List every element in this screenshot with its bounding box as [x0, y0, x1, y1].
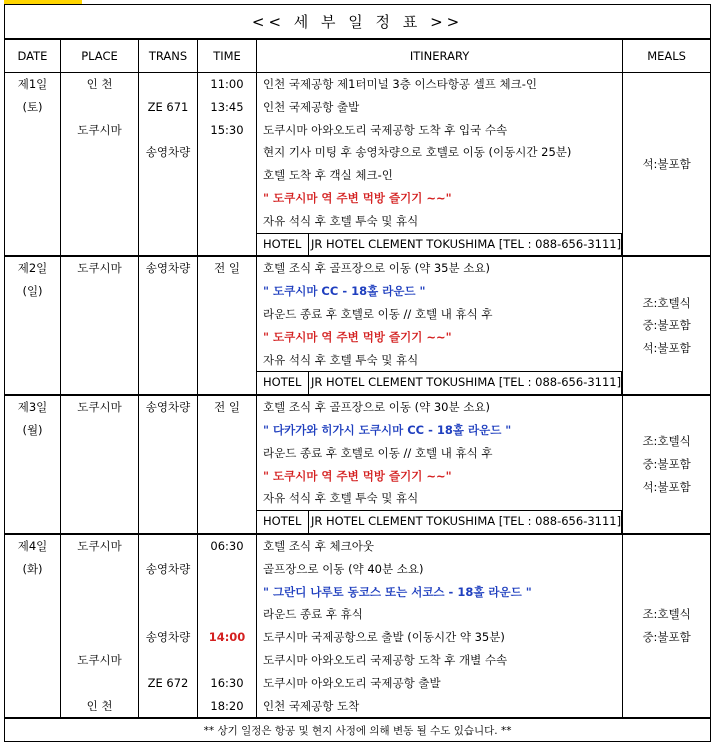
itinerary-table — [4, 4, 711, 742]
place-cell — [61, 395, 139, 534]
place-text — [61, 349, 138, 372]
trans-text: 송영차량 — [145, 145, 191, 160]
meals-cell — [623, 256, 711, 395]
trans-text: 송영차량 — [145, 561, 191, 576]
time-text — [198, 487, 256, 510]
itinerary-line: 호텔 도착 후 객실 체크-인 — [263, 168, 393, 183]
meal-text: 중:불포함 — [642, 318, 691, 333]
itinerary-cell — [257, 395, 623, 534]
meals-cell — [623, 395, 711, 534]
trans-text: ZE 672 — [147, 675, 189, 690]
footer-note: ** 상기 일정은 항공 및 현지 사정에 의해 변동 될 수도 있습니다. ** — [5, 718, 711, 742]
itinerary-line: 골프장으로 이동 (약 40분 소요) — [263, 561, 424, 576]
trans-text — [139, 487, 197, 510]
trans-text: 송영차량 — [145, 261, 191, 276]
time-text: 15:30 — [210, 122, 244, 137]
place-text — [61, 96, 138, 119]
itinerary-line: 라운드 종료 후 호텔로 이동 // 호텔 내 휴식 후 — [263, 445, 493, 460]
date-cell — [5, 534, 61, 718]
place-text — [61, 280, 138, 303]
meal-text: 조:호텔식 — [642, 607, 691, 622]
date-cell — [5, 395, 61, 534]
place-text: 도쿠시마 — [77, 122, 122, 137]
place-text — [61, 326, 138, 349]
time-cell — [198, 534, 257, 718]
itinerary-line: " 도쿠시마 역 주변 먹방 즐기기 ~~" — [263, 190, 452, 205]
trans-text — [139, 419, 197, 442]
trans-text — [139, 465, 197, 488]
trans-text — [139, 187, 197, 210]
hotel-row — [257, 510, 622, 533]
place-text — [61, 164, 138, 187]
meal-text: 석:불포함 — [642, 156, 691, 171]
hotel-label: HOTEL — [257, 233, 309, 256]
hotel-label: HOTEL — [257, 510, 309, 533]
place-text — [61, 187, 138, 210]
hotel-name: JR HOTEL CLEMENT TOKUSHIMA [TEL : 088-656-3111] — [309, 233, 622, 256]
itinerary-line: 도쿠시마 아와오도리 국제공항 도착 후 입국 수속 — [263, 122, 508, 137]
time-text — [198, 465, 256, 488]
place-text — [61, 626, 138, 649]
day-label: 제3일 — [17, 400, 48, 415]
header-place: PLACE — [61, 39, 139, 73]
header-date: DATE — [5, 39, 61, 73]
meal-text: 중:불포함 — [642, 457, 691, 472]
trans-cell — [139, 73, 198, 257]
itinerary-line: 호텔 조식 후 골프장으로 이동 (약 30분 소요) — [263, 400, 490, 415]
place-text: 도쿠시마 — [77, 652, 122, 667]
date-cell — [5, 73, 61, 257]
itinerary-line: 호텔 조식 후 골프장으로 이동 (약 35분 소요) — [263, 261, 490, 276]
time-text: 전 일 — [214, 400, 240, 415]
time-text: 전 일 — [214, 261, 240, 276]
itinerary-line: 도쿠시마 아와오도리 국제공항 출발 — [263, 675, 441, 690]
time-text — [198, 141, 256, 164]
time-text: 11:00 — [210, 77, 244, 91]
trans-cell — [139, 395, 198, 534]
time-text — [198, 164, 256, 187]
hotel-row — [257, 371, 622, 394]
trans-text — [139, 695, 197, 718]
itinerary-line: 인천 국제공항 도착 — [263, 698, 360, 713]
itinerary-line: 라운드 종료 후 호텔로 이동 // 호텔 내 휴식 후 — [263, 306, 493, 321]
time-cell — [198, 256, 257, 395]
itinerary-line: 도쿠시마 아와오도리 국제공항 도착 후 개별 수속 — [263, 652, 508, 667]
trans-text — [139, 581, 197, 604]
trans-text — [139, 210, 197, 233]
itinerary-line: 인천 국제공항 출발 — [263, 99, 360, 114]
time-text — [198, 581, 256, 604]
trans-cell — [139, 534, 198, 718]
time-text — [198, 558, 256, 581]
trans-text — [139, 73, 197, 96]
place-text: 인 천 — [86, 77, 113, 91]
place-text: 도쿠시마 — [77, 400, 122, 415]
day-block — [5, 395, 711, 534]
time-cell — [198, 73, 257, 257]
meals-cell — [623, 534, 711, 718]
itinerary-line: " 다카가와 히가시 도쿠시마 CC - 18홀 라운드 " — [263, 422, 512, 437]
trans-text — [139, 119, 197, 142]
place-text — [61, 210, 138, 233]
itinerary-line: " 도쿠시마 CC - 18홀 라운드 " — [263, 284, 426, 299]
itinerary-line: 라운드 종료 후 휴식 — [263, 607, 363, 622]
place-text: 도쿠시마 — [77, 538, 122, 553]
place-text — [61, 419, 138, 442]
header-trans: TRANS — [139, 39, 198, 73]
hotel-name: JR HOTEL CLEMENT TOKUSHIMA [TEL : 088-656-3111] — [309, 371, 622, 394]
place-cell — [61, 73, 139, 257]
itinerary-line: 자유 석식 후 호텔 투숙 및 휴식 — [263, 213, 419, 228]
place-cell — [61, 534, 139, 718]
itinerary-line: 인천 국제공항 제1터미널 3층 이스타항공 셀프 체크-인 — [263, 77, 538, 91]
time-text — [198, 187, 256, 210]
weekday-label: (월) — [22, 422, 43, 437]
hotel-name: JR HOTEL CLEMENT TOKUSHIMA [TEL : 088-656-3111] — [309, 510, 622, 533]
trans-text: ZE 671 — [147, 99, 189, 114]
place-text — [61, 303, 138, 326]
header-meals: MEALS — [623, 39, 711, 73]
time-text: 13:45 — [210, 99, 244, 114]
time-text: 14:00 — [208, 630, 246, 645]
date-cell — [5, 256, 61, 395]
trans-text — [139, 164, 197, 187]
header-itinerary: ITINERARY — [257, 39, 623, 73]
place-text — [61, 672, 138, 695]
time-text: 06:30 — [210, 538, 244, 553]
day-label: 제1일 — [17, 77, 48, 91]
trans-cell — [139, 256, 198, 395]
place-text — [61, 487, 138, 510]
place-cell — [61, 256, 139, 395]
itinerary-cell — [257, 534, 623, 718]
itinerary-line: " 그란디 나루토 동코스 또는 서코스 - 18홀 라운드 " — [263, 584, 532, 599]
meal-text: 중:불포함 — [642, 630, 691, 645]
day-block — [5, 256, 711, 395]
time-text — [198, 442, 256, 465]
meal-text: 조:호텔식 — [642, 295, 691, 310]
itinerary-line: 자유 석식 후 호텔 투숙 및 휴식 — [263, 491, 419, 506]
weekday-label: (토) — [22, 99, 43, 114]
trans-text — [139, 303, 197, 326]
trans-text — [139, 649, 197, 672]
time-text — [198, 280, 256, 303]
place-text — [61, 558, 138, 581]
time-text: 16:30 — [210, 675, 244, 690]
trans-text — [139, 326, 197, 349]
header-time: TIME — [198, 39, 257, 73]
time-cell — [198, 395, 257, 534]
place-text — [61, 603, 138, 626]
itinerary-cell — [257, 73, 623, 257]
day-block — [5, 534, 711, 718]
trans-text: 송영차량 — [145, 630, 191, 645]
time-text — [198, 210, 256, 233]
itinerary-cell — [257, 256, 623, 395]
meal-text: 석:불포함 — [642, 479, 691, 494]
trans-text — [139, 349, 197, 372]
time-text — [198, 603, 256, 626]
itinerary-line: 자유 석식 후 호텔 투숙 및 휴식 — [263, 352, 419, 367]
time-text — [198, 326, 256, 349]
itinerary-line: " 도쿠시마 역 주변 먹방 즐기기 ~~" — [263, 468, 452, 483]
itinerary-line: 현지 기사 미팅 후 송영차량으로 호텔로 이동 (이동시간 25분) — [263, 145, 572, 160]
meal-text: 석:불포함 — [642, 341, 691, 356]
trans-text: 송영차량 — [145, 400, 191, 415]
page-title: << 세 부 일 정 표 >> — [5, 5, 711, 40]
time-text: 18:20 — [210, 698, 244, 713]
trans-text — [139, 535, 197, 558]
place-text — [61, 465, 138, 488]
trans-text — [139, 442, 197, 465]
time-text — [198, 349, 256, 372]
day-label: 제4일 — [17, 538, 48, 553]
itinerary-line: 도쿠시마 국제공항으로 출발 (이동시간 약 35분) — [263, 630, 505, 645]
weekday-label: (일) — [22, 284, 43, 299]
meal-text: 조:호텔식 — [642, 434, 691, 449]
weekday-label: (화) — [22, 561, 43, 576]
place-text — [61, 442, 138, 465]
meals-cell — [623, 73, 711, 257]
hotel-row — [257, 233, 622, 256]
day-blocks — [5, 73, 711, 719]
itinerary-line: 호텔 조식 후 체크아웃 — [263, 538, 374, 553]
itinerary-line: " 도쿠시마 역 주변 먹방 즐기기 ~~" — [263, 329, 452, 344]
place-text: 도쿠시마 — [77, 261, 122, 276]
place-text — [61, 141, 138, 164]
header-row — [5, 39, 711, 73]
trans-text — [139, 280, 197, 303]
trans-text — [139, 603, 197, 626]
hotel-label: HOTEL — [257, 371, 309, 394]
time-text — [198, 649, 256, 672]
place-text: 인 천 — [86, 698, 113, 713]
place-text — [61, 581, 138, 604]
time-text — [198, 303, 256, 326]
time-text — [198, 419, 256, 442]
day-block — [5, 73, 711, 257]
day-label: 제2일 — [17, 261, 48, 276]
